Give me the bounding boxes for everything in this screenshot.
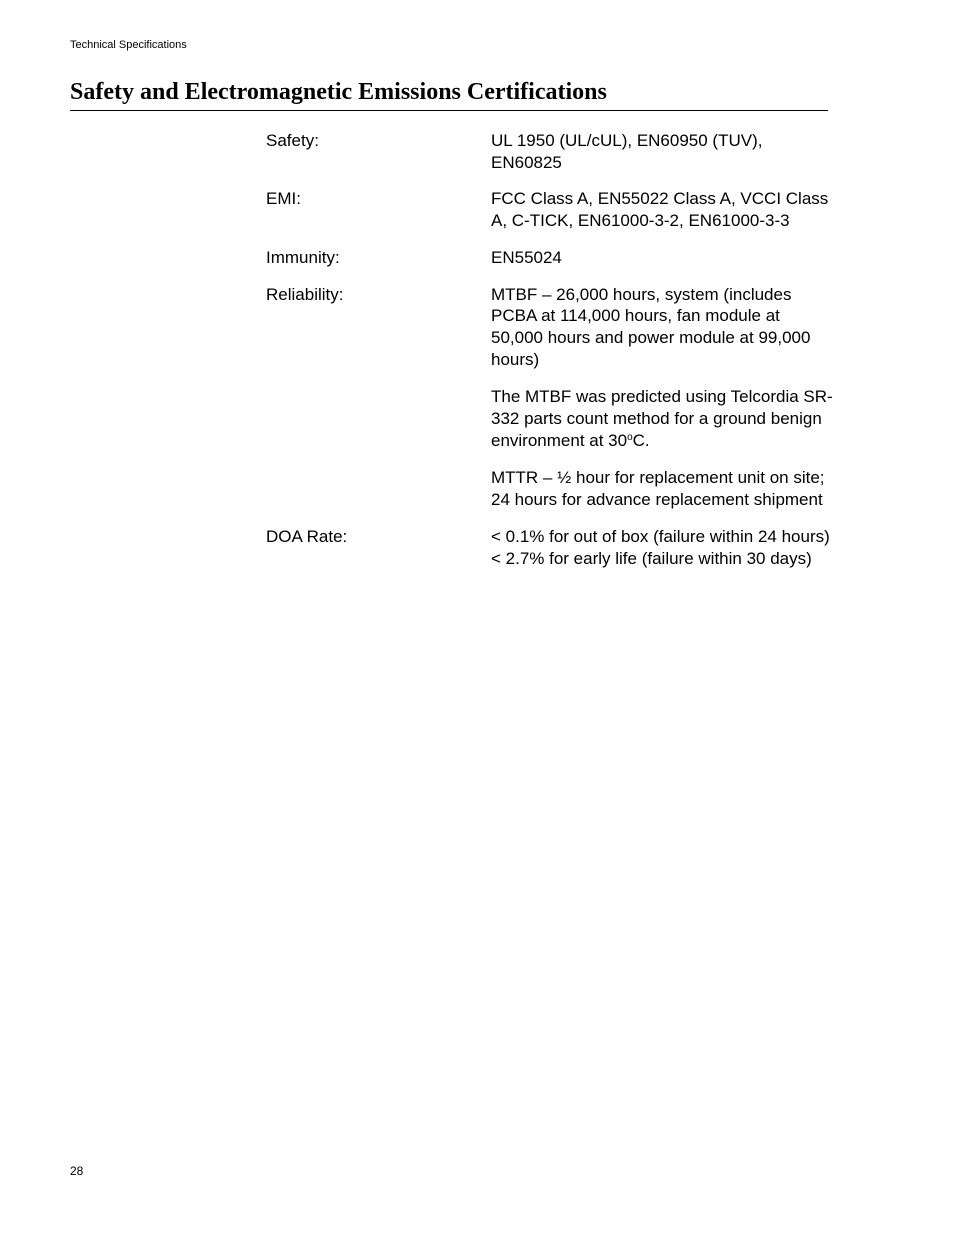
spec-row-immunity	[266, 247, 836, 269]
doa-out-of-box: < 0.1% for out of box (failure within 24 hours)	[491, 526, 830, 546]
spec-label-reliability: Reliability:	[266, 284, 344, 304]
spec-row-reliability	[266, 284, 836, 511]
degree-symbol: o	[627, 431, 633, 443]
spec-row-safety	[266, 130, 836, 173]
spec-values-safety	[491, 130, 836, 173]
doa-early-life: < 2.7% for early life (failure within 30 days)	[491, 548, 812, 568]
spec-value-doa	[491, 526, 836, 569]
spec-label-immunity: Immunity:	[266, 247, 340, 267]
spec-values-emi	[491, 188, 836, 231]
spec-row-emi	[266, 188, 836, 231]
spec-values-reliability	[491, 284, 836, 511]
spec-value-mtbf-prediction	[491, 386, 836, 451]
spec-values-immunity	[491, 247, 836, 269]
spec-label-safety: Safety:	[266, 131, 319, 150]
spec-value-immunity: EN55024	[491, 247, 562, 267]
spec-row-doa-rate	[266, 526, 836, 569]
spec-value-emi: FCC Class A, EN55022 Class A, VCCI Class A, C-TICK, EN61000-3-2, EN61000-3-3	[491, 189, 829, 231]
spec-label-emi: EMI:	[266, 189, 301, 209]
prediction-text: The MTBF was predicted using Telcordia SR-332 parts count method for a ground benign environment at 30	[491, 387, 833, 450]
running-header: Technical Specifications	[70, 39, 187, 51]
spec-values-doa-rate	[491, 526, 836, 569]
spec-table	[266, 130, 836, 584]
spec-value-mtbf: MTBF – 26,000 hours, system (includes PCBA at 114,000 hours, fan module at 50,000 hours and power module at 99,000 hours)	[491, 284, 811, 369]
spec-label-doa-rate: DOA Rate:	[266, 526, 348, 546]
page-number: 28	[70, 1164, 84, 1178]
spec-value-mttr: MTTR – ½ hour for replacement unit on site; 24 hours for advance replacement shipment	[491, 468, 825, 510]
prediction-unit: C.	[632, 430, 650, 450]
section-title: Safety and Electromagnetic Emissions Certifications	[70, 77, 828, 111]
spec-value-safety: UL 1950 (UL/cUL), EN60950 (TUV), EN60825	[491, 131, 763, 172]
